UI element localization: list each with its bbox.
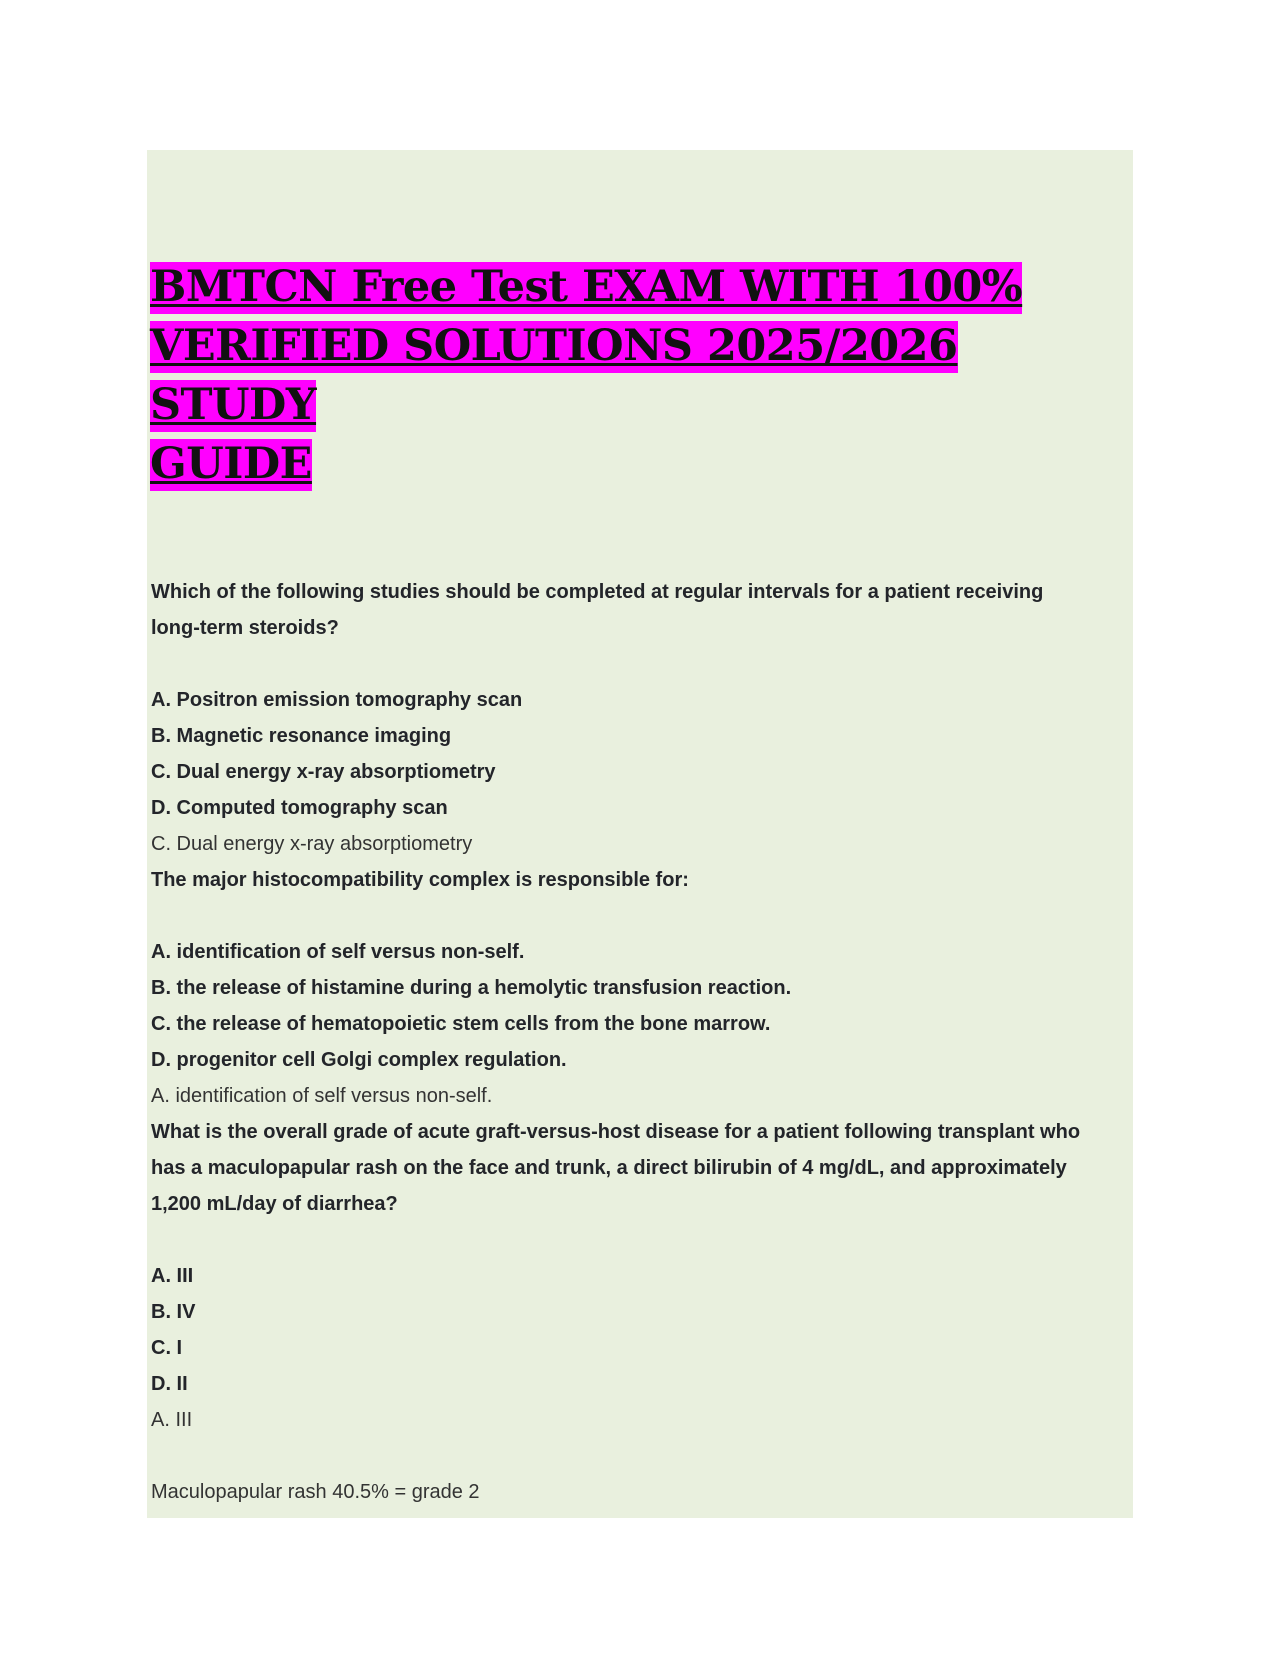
spacer bbox=[151, 1222, 1131, 1258]
spacer bbox=[151, 1438, 1131, 1474]
spacer bbox=[151, 646, 1131, 682]
spacer bbox=[151, 898, 1131, 934]
answer-option: A. III bbox=[151, 1265, 194, 1287]
question-block bbox=[151, 862, 1131, 1114]
answer-option: C. Dual energy x-ray absorptiometry bbox=[151, 761, 496, 783]
answer-rationale: Maculopapular rash 40.5% = grade 2 bbox=[151, 1481, 480, 1503]
question-list bbox=[151, 574, 1131, 1510]
answer-option: B. IV bbox=[151, 1301, 196, 1323]
question-text: Which of the following studies should be completed at regular intervals for a patient receiving bbox=[151, 581, 1044, 603]
question-text: long-term steroids? bbox=[151, 617, 339, 639]
question-block bbox=[151, 574, 1131, 862]
title-line-3: GUIDE bbox=[150, 439, 312, 489]
answer-option: D. progenitor cell Golgi complex regulation. bbox=[151, 1049, 567, 1071]
question-text: 1,200 mL/day of diarrhea? bbox=[151, 1193, 398, 1215]
answer-option: D. Computed tomography scan bbox=[151, 797, 448, 819]
answer-option: C. I bbox=[151, 1337, 183, 1359]
correct-answer: A. III bbox=[151, 1409, 193, 1431]
answer-option: A. Positron emission tomography scan bbox=[151, 689, 523, 711]
title-line-1: BMTCN Free Test EXAM WITH 100% bbox=[150, 262, 1023, 312]
answer-option: B. the release of histamine during a hemolytic transfusion reaction. bbox=[151, 977, 792, 999]
correct-answer: C. Dual energy x-ray absorptiometry bbox=[151, 833, 473, 855]
question-text: What is the overall grade of acute graft-versus-host disease for a patient following transplant who bbox=[151, 1121, 1081, 1143]
correct-answer: A. identification of self versus non-self. bbox=[151, 1085, 493, 1107]
answer-option: B. Magnetic resonance imaging bbox=[151, 725, 452, 747]
question-text: has a maculopapular rash on the face and trunk, a direct bilirubin of 4 mg/dL, and approximately bbox=[151, 1157, 1067, 1179]
document-title bbox=[150, 258, 1110, 494]
title-line-2: VERIFIED SOLUTIONS 2025/2026 STUDY bbox=[150, 321, 958, 430]
question-block bbox=[151, 1114, 1131, 1510]
answer-option: D. II bbox=[151, 1373, 188, 1395]
answer-option: C. the release of hematopoietic stem cells from the bone marrow. bbox=[151, 1013, 771, 1035]
question-text: The major histocompatibility complex is responsible for: bbox=[151, 869, 689, 891]
answer-option: A. identification of self versus non-self. bbox=[151, 941, 525, 963]
